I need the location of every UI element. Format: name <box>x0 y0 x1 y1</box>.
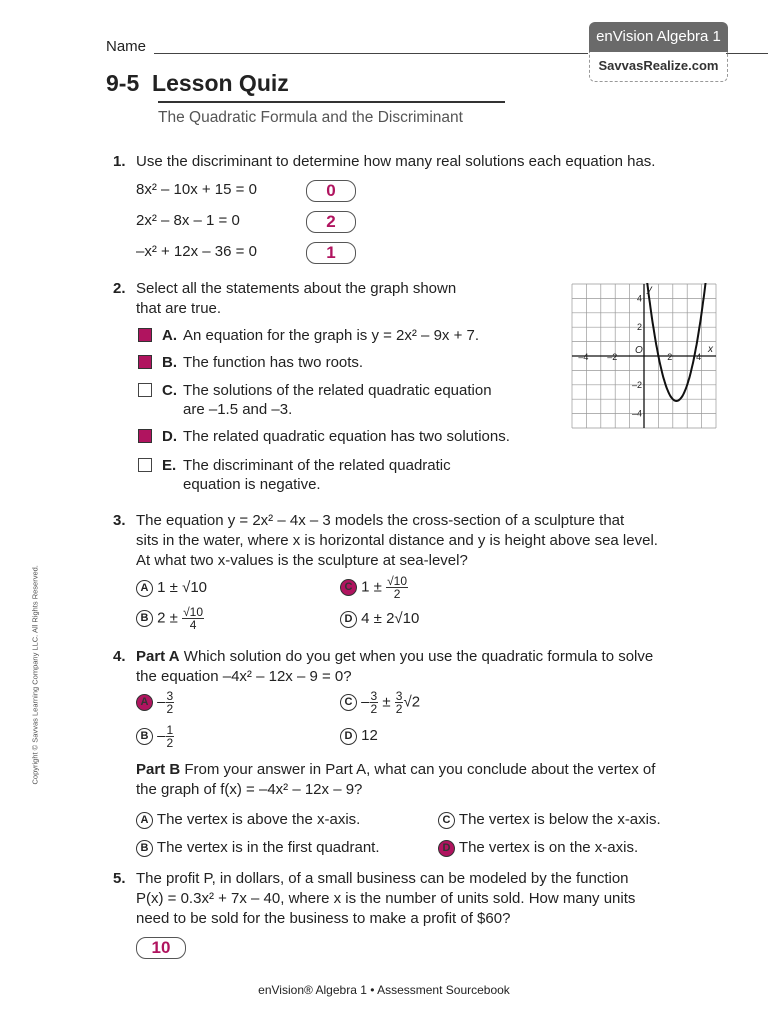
graph-x-tick-label: –4 <box>578 352 589 362</box>
q2-graph-svg <box>571 283 717 429</box>
q4b-choice-c-bubble[interactable]: C <box>438 812 455 829</box>
site-badge: SavvasRealize.com <box>589 52 728 82</box>
graph-y-tick-label: 4 <box>636 293 642 304</box>
q1-answer-2[interactable]: 2 <box>306 211 356 233</box>
graph-x-tick-label: 4 <box>696 352 702 362</box>
q3-choice-c-num: √10 <box>387 574 408 588</box>
q4b-choice-d-bubble[interactable]: D <box>438 840 455 857</box>
q3-choice-a-text: 1 ± √10 <box>157 579 207 596</box>
q3-line3: At what two x-values is the sculpture at sea-level? <box>136 552 468 569</box>
q5-answer[interactable]: 10 <box>136 937 186 959</box>
q3-choice-b-prefix: 2 ± <box>157 609 178 627</box>
q4a-choice-b-bubble[interactable]: B <box>136 728 153 745</box>
q4a-choice-c-bubble[interactable]: C <box>340 694 357 711</box>
q3-choice-d-bubble[interactable]: D <box>340 611 357 628</box>
q2-option-b-checkbox[interactable] <box>138 355 152 369</box>
q4a-choice-a[interactable] <box>136 690 174 715</box>
q5-number: 5. <box>113 870 126 887</box>
q1-equation-2: 2x² – 8x – 1 = 0 <box>136 212 240 229</box>
q4a-choice-c-num: 3 <box>370 689 378 703</box>
q1-prompt: Use the discriminant to determine how many real solutions each equation has. <box>136 153 656 170</box>
q2-option-a-letter: A. <box>162 327 177 344</box>
graph-x-tick-label: –2 <box>607 352 618 362</box>
q4b-choice-b-text: The vertex is in the first quadrant. <box>156 839 380 856</box>
q4-number: 4. <box>113 648 126 665</box>
title-rule <box>158 101 505 103</box>
q4a-choice-d[interactable] <box>340 726 378 746</box>
page-subtitle: The Quadratic Formula and the Discriminant <box>158 109 463 126</box>
q2-option-b-letter: B. <box>162 354 177 371</box>
q2-option-a-text: An equation for the graph is y = 2x² – 9x + 7. <box>183 327 480 344</box>
q4a-choice-c-num2: 3 <box>395 689 403 703</box>
brand-badge: enVision Algebra 1 <box>589 22 728 52</box>
q3-choice-a[interactable] <box>136 578 207 598</box>
q2-option-d-checkbox[interactable] <box>138 429 152 443</box>
q2-option-d-letter: D. <box>162 428 177 445</box>
q5-line2: P(x) = 0.3x² + 7x – 40, where x is the number of units sold. How many units <box>136 890 636 907</box>
q4b-choice-c-text: The vertex is below the x-axis. <box>458 811 661 828</box>
q4b-choice-a-text: The vertex is above the x-axis. <box>156 811 361 828</box>
q4a-choice-a-num: 3 <box>166 689 174 703</box>
q3-choice-d-text: 4 ± 2√10 <box>361 610 420 627</box>
q3-choice-d[interactable] <box>340 609 419 629</box>
q2-option-b-text: The function has two roots. <box>183 354 364 371</box>
q2-graph <box>571 283 717 434</box>
q4a-choice-b-den: 2 <box>166 736 174 750</box>
q5-line3: need to be sold for the business to make a profit of $60? <box>136 910 511 927</box>
q4b-choice-c[interactable] <box>438 810 661 830</box>
q3-choice-b-num: √10 <box>183 605 204 619</box>
name-label: Name <box>106 38 147 55</box>
q2-option-e-text: The discriminant of the related quadratic <box>183 457 451 474</box>
q4-partA-label: Part A <box>136 648 180 665</box>
q4a-choice-c-den: 2 <box>370 702 378 716</box>
graph-y-axis-label: y <box>647 284 652 295</box>
q4b-choice-d-text: The vertex is on the x-axis. <box>458 839 639 856</box>
q2-option-c-checkbox[interactable] <box>138 383 152 397</box>
q2-option-a-checkbox[interactable] <box>138 328 152 342</box>
q4a-choice-b[interactable] <box>136 724 174 749</box>
q4-partB-line2: the graph of f(x) = –4x² – 12x – 9? <box>136 781 363 798</box>
q2-option-e-checkbox[interactable] <box>138 458 152 472</box>
graph-parabola <box>647 283 706 401</box>
name-line[interactable] <box>154 53 588 54</box>
copyright-note: Copyright © Savvas Learning Company LLC. All Rights Reserved. <box>30 565 40 785</box>
q4a-choice-d-bubble[interactable]: D <box>340 728 357 745</box>
q4a-choice-c-den2: 2 <box>395 702 403 716</box>
q4b-choice-a-bubble[interactable]: A <box>136 812 153 829</box>
graph-x-tick-label: 2 <box>667 352 673 362</box>
q4a-choice-a-sign: – <box>157 693 166 711</box>
graph-y-tick-label: 2 <box>636 322 642 333</box>
q4b-choice-b-bubble[interactable]: B <box>136 840 153 857</box>
q3-choice-c-den: 2 <box>393 587 401 601</box>
q2-option-c-text: The solutions of the related quadratic equation <box>183 382 492 399</box>
q3-choice-c[interactable] <box>340 575 408 600</box>
q1-answer-1[interactable]: 0 <box>306 180 356 202</box>
q4-partB-text: From your answer in Part A, what can you conclude about the vertex of <box>180 761 656 778</box>
q3-number: 3. <box>113 512 126 529</box>
q3-line1: The equation y = 2x² – 4x – 3 models the cross-section of a sculpture that <box>136 512 625 529</box>
q5-line1: The profit P, in dollars, of a small business can be modeled by the function <box>136 870 629 887</box>
q3-choice-b-den: 4 <box>189 618 197 632</box>
q4b-choice-a[interactable] <box>136 810 360 830</box>
q2-option-e-text2: equation is negative. <box>183 476 321 493</box>
page-footer: enVision® Algebra 1 • Assessment Sourcebook <box>258 983 510 997</box>
q2-option-e-letter: E. <box>162 457 177 474</box>
graph-x-axis-label: x <box>708 344 713 355</box>
q1-number: 1. <box>113 153 126 170</box>
q4a-choice-a-den: 2 <box>166 702 174 716</box>
q4a-choice-a-bubble[interactable]: A <box>136 694 153 711</box>
q2-option-d-text: The related quadratic equation has two solutions. <box>183 428 510 445</box>
q3-choice-b[interactable] <box>136 606 204 631</box>
q1-equation-3: –x² + 12x – 36 = 0 <box>136 243 257 260</box>
q4a-choice-c[interactable] <box>340 690 420 715</box>
q4a-choice-b-sign: – <box>157 727 166 745</box>
graph-y-tick-label: –4 <box>631 408 642 419</box>
q3-choice-c-bubble[interactable]: C <box>340 579 357 596</box>
graph-origin-label: O <box>635 345 643 356</box>
page-title: 9-5 Lesson Quiz <box>106 70 289 96</box>
q4b-choice-d[interactable] <box>438 838 638 858</box>
q4a-choice-c-mid: ± <box>382 693 391 711</box>
q1-answer-3[interactable]: 1 <box>306 242 356 264</box>
graph-y-tick-label: –2 <box>631 379 642 390</box>
q2-option-c-letter: C. <box>162 382 177 399</box>
q2-number: 2. <box>113 280 126 297</box>
q3-choice-a-bubble[interactable]: A <box>136 580 153 597</box>
q3-line2: sits in the water, where x is horizontal distance and y is height above sea level. <box>136 532 658 549</box>
name-line-end <box>726 53 768 54</box>
q2-option-c-text2: are –1.5 and –3. <box>183 401 293 418</box>
q4a-choice-d-text: 12 <box>361 727 378 744</box>
q3-choice-b-bubble[interactable]: B <box>136 610 153 627</box>
q4-partB-line1 <box>136 760 655 780</box>
q2-prompt-line1: Select all the statements about the graph shown <box>136 280 457 297</box>
q4-partA-line2: the equation –4x² – 12x – 9 = 0? <box>136 668 352 685</box>
q4-partA-line1 <box>136 647 653 667</box>
q4a-choice-b-num: 1 <box>166 723 174 737</box>
q4b-choice-b[interactable] <box>136 838 380 858</box>
q1-equation-1: 8x² – 10x + 15 = 0 <box>136 181 257 198</box>
q4a-choice-c-tail: √2 <box>403 693 421 711</box>
q2-prompt-line2: that are true. <box>136 300 222 317</box>
q3-choice-c-prefix: 1 ± <box>361 578 382 596</box>
q4a-choice-c-sign: – <box>361 693 370 711</box>
q4-partB-label: Part B <box>136 761 181 778</box>
q4-partA-text: Which solution do you get when you use the quadratic formula to solve <box>179 648 654 665</box>
